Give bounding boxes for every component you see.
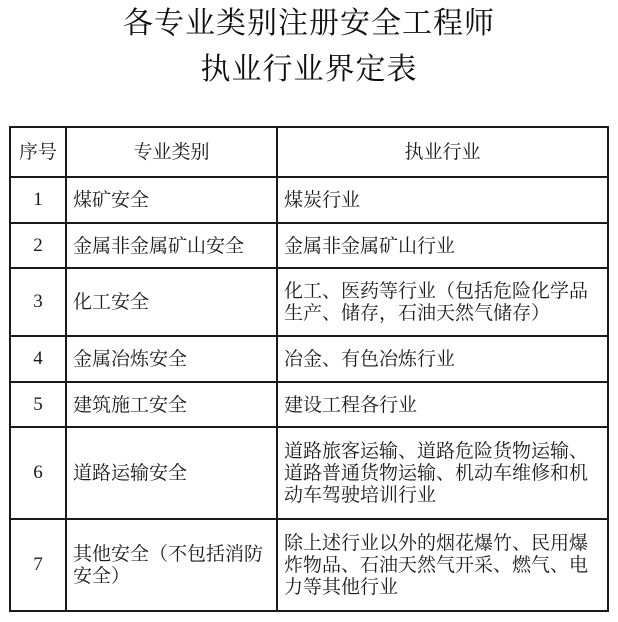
document-title-line-1: 各专业类别注册安全工程师 (123, 6, 495, 41)
row-number: 5 (10, 382, 66, 427)
header-number: 序号 (10, 127, 66, 177)
row-industry: 建设工程各行业 (277, 382, 608, 427)
row-number: 7 (10, 519, 66, 611)
row-number: 3 (10, 268, 66, 336)
table-row (10, 519, 608, 611)
document-title-line-2: 执业行业界定表 (200, 52, 418, 87)
row-industry: 煤炭行业 (277, 177, 608, 223)
industry-definition-table (9, 126, 609, 612)
row-industry: 冶金、有色冶炼行业 (277, 336, 608, 382)
row-number: 6 (10, 427, 66, 519)
table-row (10, 268, 608, 336)
header-industry: 执业行业 (277, 127, 608, 177)
row-industry: 金属非金属矿山行业 (277, 223, 608, 268)
row-category: 其他安全（不包括消防安全） (66, 519, 277, 611)
table-row (10, 382, 608, 427)
row-industry: 除上述行业以外的烟花爆竹、民用爆炸物品、石油天然气开采、燃气、电力等其他行业 (277, 519, 608, 611)
row-category: 金属非金属矿山安全 (66, 223, 277, 268)
table-row (10, 336, 608, 382)
table-row (10, 177, 608, 223)
row-category: 道路运输安全 (66, 427, 277, 519)
table-row (10, 427, 608, 519)
row-number: 1 (10, 177, 66, 223)
row-category: 建筑施工安全 (66, 382, 277, 427)
table-header-row (10, 127, 608, 177)
row-industry: 道路旅客运输、道路危险货物运输、道路普通货物运输、机动车维修和机动车驾驶培训行业 (277, 427, 608, 519)
row-number: 4 (10, 336, 66, 382)
header-category: 专业类别 (66, 127, 277, 177)
table-row (10, 223, 608, 268)
row-category: 煤矿安全 (66, 177, 277, 223)
row-category: 化工安全 (66, 268, 277, 336)
row-industry: 化工、医药等行业（包括危险化学品生产、储存，石油天然气储存） (277, 268, 608, 336)
row-category: 金属冶炼安全 (66, 336, 277, 382)
row-number: 2 (10, 223, 66, 268)
